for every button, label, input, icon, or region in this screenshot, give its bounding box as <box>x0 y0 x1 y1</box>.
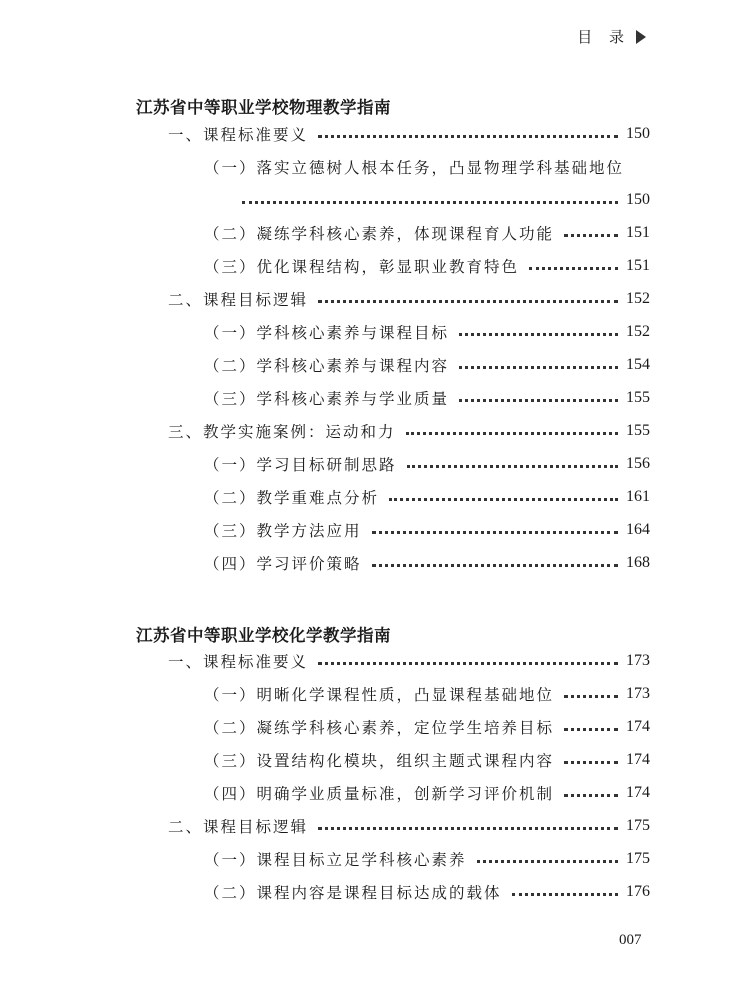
toc-entry-page: 151 <box>626 224 650 241</box>
toc-entry-page: 175 <box>626 850 650 867</box>
toc-entry-label: （四）明确学业质量标准，创新学习评价机制 <box>204 785 555 803</box>
toc-entry-page: 174 <box>626 751 650 768</box>
toc-entry[interactable] <box>204 220 650 246</box>
toc-entry[interactable] <box>204 846 650 872</box>
toc-entry[interactable] <box>204 319 650 345</box>
toc-entry-label: （一）落实立德树人根本任务，凸显物理学科基础地位 <box>204 159 625 177</box>
toc-entry-page: 161 <box>626 488 650 505</box>
toc-entry[interactable] <box>204 747 650 773</box>
dot-leader <box>318 827 618 830</box>
dot-leader <box>389 498 618 501</box>
toc-entry-label: 二、课程目标逻辑 <box>168 818 309 836</box>
toc-entry-page: 154 <box>626 356 650 373</box>
dot-leader <box>372 564 618 567</box>
toc-entry[interactable] <box>204 385 650 411</box>
toc-entry-label: （三）设置结构化模块，组织主题式课程内容 <box>204 752 555 770</box>
dot-leader <box>564 761 618 764</box>
running-header-label: 目 录 <box>577 28 630 46</box>
section-title-chemistry: 江苏省中等职业学校化学教学指南 <box>136 626 391 645</box>
toc-entry-page: 173 <box>626 652 650 669</box>
toc-entry-label: （三）教学方法应用 <box>204 522 362 540</box>
toc-entry-label: （一）明晰化学课程性质，凸显课程基础地位 <box>204 686 555 704</box>
dot-leader <box>459 333 618 336</box>
toc-entry-page: 174 <box>626 784 650 801</box>
toc-entry-label: （三）优化课程结构，彰显职业教育特色 <box>204 258 520 276</box>
dot-leader <box>459 366 618 369</box>
toc-entry[interactable] <box>204 253 650 279</box>
toc-entry-page: 156 <box>626 455 650 472</box>
toc-entry[interactable] <box>168 418 650 444</box>
toc-entry-page: 168 <box>626 554 650 571</box>
running-header <box>577 26 646 47</box>
toc-entry[interactable] <box>204 451 650 477</box>
dot-leader <box>564 695 618 698</box>
triangle-right-icon <box>636 30 646 44</box>
toc-entry-page: 152 <box>626 290 650 307</box>
dot-leader <box>564 794 618 797</box>
dot-leader <box>406 432 618 435</box>
toc-entry[interactable] <box>168 121 650 147</box>
toc-entry-label: （二）凝练学科核心素养，定位学生培养目标 <box>204 719 555 737</box>
toc-entry-label: （二）学科核心素养与课程内容 <box>204 357 450 375</box>
toc-entry[interactable] <box>204 879 650 905</box>
toc-entry-label: 一、课程标准要义 <box>168 126 309 144</box>
toc-entry-label: 三、教学实施案例：运动和力 <box>168 423 396 441</box>
toc-entry[interactable] <box>168 286 650 312</box>
toc-entry-label: （四）学习评价策略 <box>204 555 362 573</box>
dot-leader <box>512 893 618 896</box>
toc-entry-page: 155 <box>626 389 650 406</box>
toc-entry-page: 164 <box>626 521 650 538</box>
toc-entry[interactable] <box>204 484 650 510</box>
dot-leader <box>372 531 618 534</box>
toc-entry[interactable] <box>204 550 650 576</box>
toc-entry[interactable] <box>204 352 650 378</box>
toc-entry[interactable] <box>204 517 650 543</box>
toc-entry-label: 二、课程目标逻辑 <box>168 291 309 309</box>
toc-entry[interactable] <box>204 714 650 740</box>
section-title-physics: 江苏省中等职业学校物理教学指南 <box>136 98 391 117</box>
toc-entry-page: 150 <box>626 125 650 142</box>
dot-leader <box>318 662 618 665</box>
dot-leader <box>242 201 618 204</box>
toc-entry[interactable] <box>168 813 650 839</box>
toc-entry-label: （二）课程内容是课程目标达成的载体 <box>204 884 502 902</box>
toc-entry-label: （一）学科核心素养与课程目标 <box>204 324 450 342</box>
toc-entry[interactable] <box>168 648 650 674</box>
toc-entry-label: （二）教学重难点分析 <box>204 489 380 507</box>
toc-entry-label: （一）课程目标立足学科核心素养 <box>204 851 467 869</box>
dot-leader <box>564 728 618 731</box>
toc-entry-page: 150 <box>626 191 650 208</box>
toc-entry-label: 一、课程标准要义 <box>168 653 309 671</box>
toc-entry[interactable] <box>204 154 650 180</box>
toc-entry-page: 176 <box>626 883 650 900</box>
dot-leader <box>318 300 618 303</box>
dot-leader <box>318 135 618 138</box>
toc-entry-page: 174 <box>626 718 650 735</box>
toc-entry[interactable] <box>204 681 650 707</box>
dot-leader <box>407 465 618 468</box>
toc-entry[interactable] <box>204 780 650 806</box>
toc-entry-page: 173 <box>626 685 650 702</box>
toc-entry-label: （二）凝练学科核心素养，体现课程育人功能 <box>204 225 555 243</box>
dot-leader <box>564 234 618 237</box>
toc-entry-page: 175 <box>626 817 650 834</box>
toc-entry-label: （一）学习目标研制思路 <box>204 456 397 474</box>
toc-entry-continuation[interactable] <box>242 187 650 213</box>
toc-entry-label: （三）学科核心素养与学业质量 <box>204 390 450 408</box>
dot-leader <box>477 860 618 863</box>
toc-entry-page: 155 <box>626 422 650 439</box>
dot-leader <box>459 399 618 402</box>
toc-entry-page: 152 <box>626 323 650 340</box>
toc-entry-page: 151 <box>626 257 650 274</box>
dot-leader <box>529 267 618 270</box>
page-number: 007 <box>619 932 642 948</box>
